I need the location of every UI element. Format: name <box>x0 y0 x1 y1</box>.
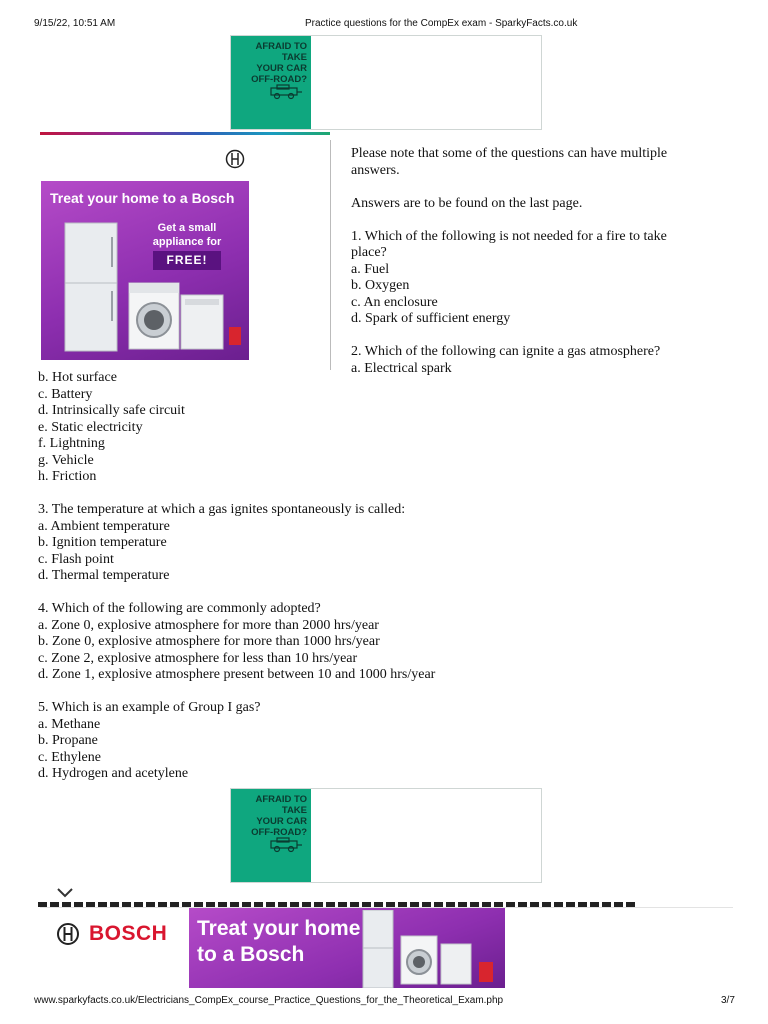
appliances-image <box>61 217 241 357</box>
text-line: g. Vehicle <box>38 452 94 468</box>
text-line <box>351 328 667 345</box>
offroad-ad-text: AFRAID TO TAKE YOUR CAR OFF-ROAD? <box>251 794 307 838</box>
text-line: c. Zone 2, explosive atmosphere for less than 10 hrs/year <box>38 650 358 666</box>
appliances-image <box>361 910 505 988</box>
chevron-down-icon[interactable] <box>56 887 74 898</box>
text-line: place? <box>351 245 387 260</box>
text-line: a. Electrical spark <box>351 360 452 376</box>
intro-and-questions-right <box>351 146 667 377</box>
bosch-ad-bottom[interactable] <box>40 907 733 994</box>
bosch-brand: BOSCH <box>89 922 168 945</box>
print-url: www.sparkyfacts.co.uk/Electricians_CompEx_course_Practice_Questions_for_the_Theoretical_Exam.php <box>34 995 504 1006</box>
page-number: 3/7 <box>721 995 735 1006</box>
text-line: b. Oxygen <box>351 278 410 293</box>
offroad-ad-middle[interactable] <box>230 788 542 883</box>
text-line: d. Intrinsically safe circuit <box>38 403 185 418</box>
text-line: d. Zone 1, explosive atmosphere present between 10 and 1000 hrs/year <box>38 667 436 682</box>
text-line: e. Static electricity <box>38 419 143 435</box>
text-line: 5. Which is an example of Group I gas? <box>38 700 261 715</box>
text-line <box>351 179 667 196</box>
color-divider <box>40 132 330 135</box>
text-line: 3. The temperature at which a gas ignites spontaneously is called: <box>38 502 406 517</box>
text-line: d. Thermal temperature <box>38 568 170 583</box>
bosch-logo-icon <box>56 922 80 946</box>
text-line: b. Zone 0, explosive atmosphere for more than 1000 hrs/year <box>38 634 380 649</box>
text-line: a. Methane <box>38 716 101 732</box>
text-line: a. Zone 0, explosive atmosphere for more than 2000 hrs/year <box>38 617 379 633</box>
page-title: Practice questions for the CompEx exam - SparkyFacts.co.uk <box>305 18 578 29</box>
text-line: 4. Which of the following are commonly adopted? <box>38 601 321 616</box>
bosch-ad-bottom-panel <box>189 908 505 988</box>
text-line: 1. Which of the following is not needed for a fire to take <box>351 228 667 244</box>
text-line <box>351 212 667 229</box>
text-line: c. Battery <box>38 386 93 402</box>
print-datetime: 9/15/22, 10:51 AM <box>34 18 116 29</box>
text-line: a. Ambient temperature <box>38 518 170 534</box>
bosch-logo-icon <box>225 149 245 169</box>
text-line: b. Ignition temperature <box>38 535 167 550</box>
hidden-text-fragment <box>38 898 638 907</box>
text-line: Please note that some of the questions can have multiple <box>351 146 668 161</box>
text-line <box>38 684 435 701</box>
questions-main <box>38 370 435 783</box>
text-line: c. An enclosure <box>351 294 438 310</box>
bosch-ad-side[interactable] <box>41 181 249 360</box>
offroad-ad-text: AFRAID TO TAKE YOUR CAR OFF-ROAD? <box>251 41 307 85</box>
text-line: h. Friction <box>38 469 97 484</box>
car-icon <box>269 84 303 100</box>
offroad-ad-green-panel <box>231 36 311 129</box>
bosch-ad-offer: Get a small appliance for <box>152 222 222 248</box>
text-line: b. Hot surface <box>38 370 117 385</box>
column-divider <box>330 140 331 370</box>
text-line <box>38 585 435 602</box>
bosch-ad-bottom-headline: Treat your home to a Bosch <box>197 917 361 966</box>
text-line: 2. Which of the following can ignite a gas atmosphere? <box>351 344 661 359</box>
text-line: Answers are to be found on the last page. <box>351 195 583 211</box>
text-line: b. Propane <box>38 733 98 748</box>
offroad-ad-top[interactable] <box>230 35 542 130</box>
bosch-ad-free-badge: FREE! <box>153 251 221 270</box>
text-line: d. Hydrogen and acetylene <box>38 766 189 781</box>
text-line: f. Lightning <box>38 436 105 451</box>
car-icon <box>269 837 303 853</box>
text-line: answers. <box>351 162 400 178</box>
text-line: c. Flash point <box>38 551 114 567</box>
text-line: d. Spark of sufficient energy <box>351 311 511 326</box>
bosch-ad-headline: Treat your home to a Bosch <box>50 190 235 206</box>
text-line: c. Ethylene <box>38 749 101 765</box>
offroad-ad-green-panel <box>231 789 311 882</box>
text-line: a. Fuel <box>351 261 390 277</box>
text-line <box>38 486 435 503</box>
